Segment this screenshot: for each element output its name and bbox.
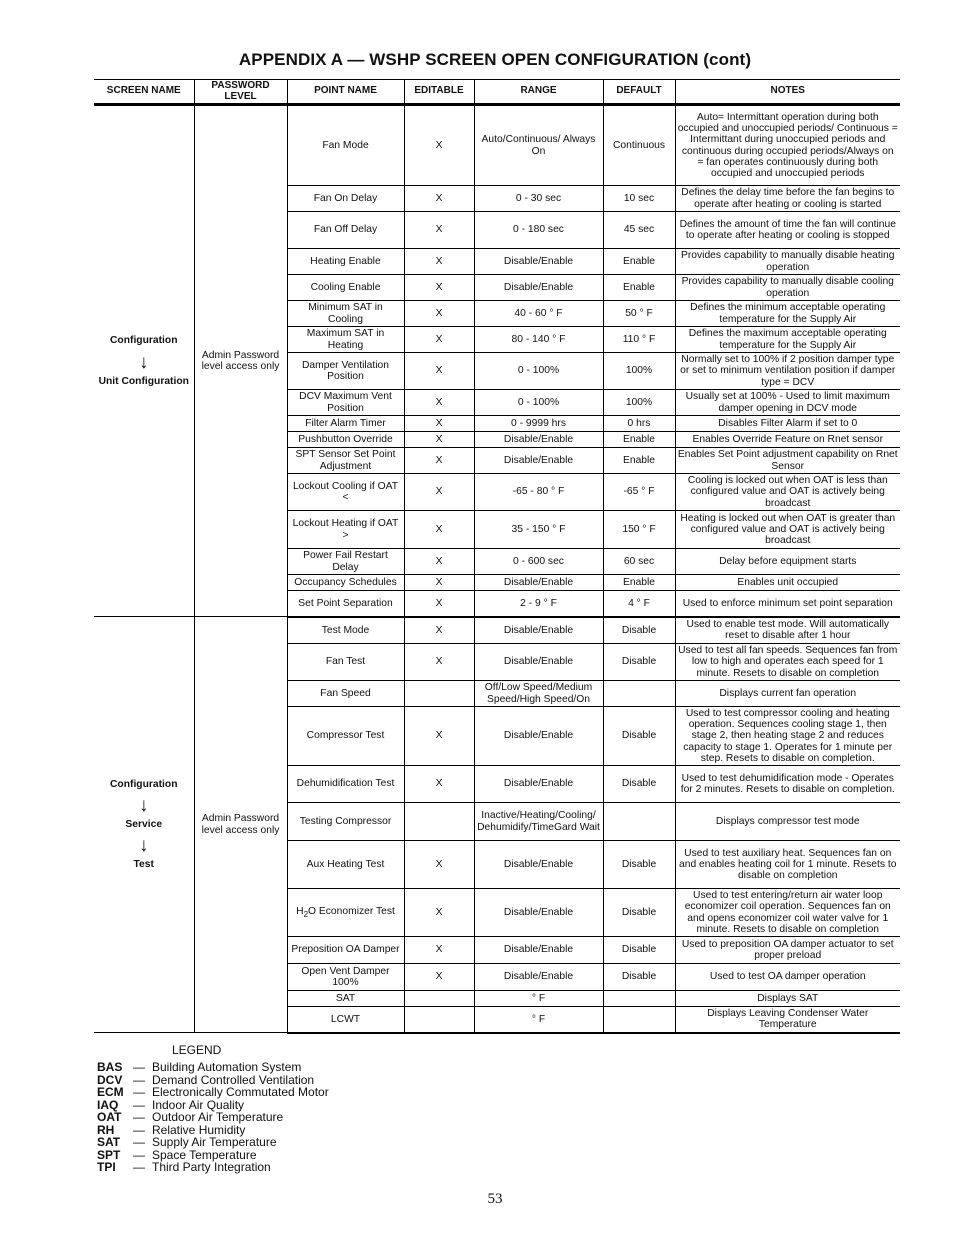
notes-cell: Defines the maximum acceptable operating temperature for the Supply Air: [675, 327, 900, 353]
down-arrow-icon: ↓: [139, 835, 149, 857]
legend-definition: Relative Humidity: [152, 1122, 246, 1137]
editable-cell: X: [404, 575, 474, 591]
range-cell: Disable/Enable: [474, 432, 603, 448]
editable-cell: X: [404, 889, 474, 937]
page-title: APPENDIX A — WSHP SCREEN OPEN CONFIGURATION (cont): [238, 50, 752, 69]
editable-cell: [404, 681, 474, 707]
down-arrow-icon: ↓: [139, 794, 149, 816]
default-cell: Disable: [603, 707, 675, 766]
password-level-cell: Admin Password level access only: [194, 105, 287, 617]
notes-cell: Displays current fan operation: [675, 681, 900, 707]
default-cell: Disable: [603, 644, 675, 681]
default-cell: 100%: [603, 390, 675, 416]
editable-cell: X: [404, 249, 474, 275]
range-cell: 0 - 100%: [474, 353, 603, 390]
notes-cell: Used to test all fan speeds. Sequences fan from low to high and operates each speed for 1 minute. Resets to disable on completion: [675, 644, 900, 681]
legend-title: LEGEND: [172, 1043, 222, 1057]
range-cell: Disable/Enable: [474, 448, 603, 474]
legend-abbreviation: RH: [97, 1122, 115, 1137]
legend-abbreviation: IAQ: [97, 1097, 119, 1112]
editable-cell: X: [404, 327, 474, 353]
notes-cell: Used to test compressor cooling and heating operation. Sequences cooling stage 1, then stage 2, then heating stage 2 and reduces capacity to stage 1. Operates for 1 minute per step. Resets to disable on completion.: [675, 707, 900, 766]
editable-cell: [404, 991, 474, 1007]
point-name-cell: Testing Compressor: [287, 803, 404, 841]
table-row: [94, 105, 900, 186]
point-name-cell: Fan Off Delay: [287, 212, 404, 249]
range-cell: Inactive/Heating/Cooling/ Dehumidify/TimeGard Wait: [474, 803, 603, 841]
range-cell: Auto/Continuous/ Always On: [474, 105, 603, 186]
notes-cell: Used to preposition OA damper actuator to set proper preload: [675, 937, 900, 964]
legend-abbreviation: TPI: [97, 1160, 116, 1174]
range-cell: 35 - 150 ° F: [474, 511, 603, 549]
notes-cell: Defines the minimum acceptable operating temperature for the Supply Air: [675, 301, 900, 327]
point-name-cell: Fan Mode: [287, 105, 404, 186]
point-name-cell: Fan On Delay: [287, 186, 404, 212]
down-arrow-icon: ↓: [139, 351, 149, 373]
editable-cell: X: [404, 416, 474, 432]
editable-cell: X: [404, 964, 474, 991]
point-name-cell: LCWT: [287, 1007, 404, 1033]
notes-cell: Displays Leaving Condenser Water Temperature: [675, 1007, 900, 1033]
column-header: DEFAULT: [603, 80, 675, 105]
default-cell: Disable: [603, 766, 675, 803]
default-cell: Enable: [603, 575, 675, 591]
column-header: RANGE: [474, 80, 603, 105]
range-cell: 0 - 100%: [474, 390, 603, 416]
editable-cell: X: [404, 275, 474, 301]
point-name-cell: Open Vent Damper 100%: [287, 964, 404, 991]
legend-definition: Building Automation System: [152, 1060, 302, 1074]
editable-cell: X: [404, 105, 474, 186]
point-name-cell: Lockout Cooling if OAT <: [287, 474, 404, 511]
screen-name-text: Configuration: [110, 335, 178, 347]
point-name-cell: Aux Heating Test: [287, 841, 404, 889]
editable-cell: X: [404, 617, 474, 644]
column-header: SCREEN NAME: [94, 80, 194, 105]
range-cell: ° F: [474, 991, 603, 1007]
screen-name-text: Configuration: [110, 778, 178, 790]
point-name-cell: Dehumidification Test: [287, 766, 404, 803]
default-cell: Disable: [603, 841, 675, 889]
default-cell: [603, 991, 675, 1007]
notes-cell: Provides capability to manually disable cooling operation: [675, 275, 900, 301]
notes-cell: Used to enable test mode. Will automatically reset to disable after 1 hour: [675, 617, 900, 644]
point-name-cell: Minimum SAT in Cooling: [287, 301, 404, 327]
range-cell: Disable/Enable: [474, 275, 603, 301]
range-cell: Disable/Enable: [474, 841, 603, 889]
editable-cell: X: [404, 448, 474, 474]
default-cell: 45 sec: [603, 212, 675, 249]
legend-dash: —: [133, 1097, 145, 1112]
configuration-table: [94, 79, 900, 1034]
range-cell: 0 - 9999 hrs: [474, 416, 603, 432]
point-name-cell: $H_2O$ Economizer Test: [287, 889, 404, 937]
range-cell: 0 - 600 sec: [474, 549, 603, 575]
notes-cell: Displays SAT: [675, 991, 900, 1007]
point-name-cell: DCV Maximum Vent Position: [287, 390, 404, 416]
point-name-cell: Damper Ventilation Position: [287, 353, 404, 390]
legend-dash: —: [133, 1160, 145, 1174]
default-cell: Disable: [603, 617, 675, 644]
editable-cell: X: [404, 549, 474, 575]
notes-cell: Disables Filter Alarm if set to 0: [675, 416, 900, 432]
notes-cell: Delay before equipment starts: [675, 549, 900, 575]
default-cell: [603, 1007, 675, 1033]
notes-cell: Used to enforce minimum set point separation: [675, 591, 900, 617]
table-row: [94, 617, 900, 644]
editable-cell: X: [404, 212, 474, 249]
editable-cell: X: [404, 432, 474, 448]
range-cell: Disable/Enable: [474, 249, 603, 275]
editable-cell: X: [404, 766, 474, 803]
editable-cell: X: [404, 591, 474, 617]
range-cell: 0 - 180 sec: [474, 212, 603, 249]
range-cell: Disable/Enable: [474, 964, 603, 991]
editable-cell: X: [404, 353, 474, 390]
screen-name-text: Service: [125, 818, 163, 830]
editable-cell: X: [404, 390, 474, 416]
range-cell: Disable/Enable: [474, 617, 603, 644]
editable-cell: X: [404, 301, 474, 327]
point-name-cell: Heating Enable: [287, 249, 404, 275]
legend-definition: Outdoor Air Temperature: [152, 1110, 284, 1124]
default-cell: 100%: [603, 353, 675, 390]
notes-cell: Used to test auxiliary heat. Sequences fan on and enables heating coil for 1 minute. Resets to disable on completion: [675, 841, 900, 889]
screen-name-text: Test: [133, 859, 154, 871]
default-cell: 150 ° F: [603, 511, 675, 549]
legend-abbreviation: SPT: [97, 1147, 121, 1162]
editable-cell: X: [404, 186, 474, 212]
default-cell: Disable: [603, 937, 675, 964]
default-cell: 10 sec: [603, 186, 675, 212]
notes-cell: Displays compressor test mode: [675, 803, 900, 841]
notes-cell: Enables unit occupied: [675, 575, 900, 591]
point-name-cell: SPT Sensor Set Point Adjustment: [287, 448, 404, 474]
default-cell: [603, 681, 675, 707]
page-number: 53: [487, 1191, 503, 1207]
notes-cell: Used to test entering/return air water loop economizer coil operation. Sequences fan on and opens economizer coil water valve for 1 minute. Resets to disable on completion: [675, 889, 900, 937]
point-name-cell: Preposition OA Damper: [287, 937, 404, 964]
default-cell: Enable: [603, 448, 675, 474]
point-name-cell: Power Fail Restart Delay: [287, 549, 404, 575]
column-header: PASSWORD LEVEL: [194, 80, 287, 105]
notes-cell: Enables Set Point adjustment capability on Rnet Sensor: [675, 448, 900, 474]
legend-abbreviation: SAT: [97, 1135, 121, 1149]
editable-cell: [404, 1007, 474, 1033]
legend-dash: —: [133, 1060, 145, 1074]
screen-name-cell: [94, 105, 194, 617]
editable-cell: X: [404, 841, 474, 889]
notes-cell: Used to test OA damper operation: [675, 964, 900, 991]
legend-dash: —: [133, 1135, 145, 1149]
legend-definition: Supply Air Temperature: [152, 1135, 277, 1149]
legend-dash: —: [133, 1072, 145, 1087]
notes-cell: Provides capability to manually disable heating operation: [675, 249, 900, 275]
notes-cell: Enables Override Feature on Rnet sensor: [675, 432, 900, 448]
table-header-row: [94, 80, 900, 105]
point-name-cell: Test Mode: [287, 617, 404, 644]
range-cell: Disable/Enable: [474, 707, 603, 766]
range-cell: 2 - 9 ° F: [474, 591, 603, 617]
editable-cell: X: [404, 644, 474, 681]
point-name-cell: Cooling Enable: [287, 275, 404, 301]
legend-abbreviation: ECM: [97, 1085, 124, 1099]
default-cell: 60 sec: [603, 549, 675, 575]
range-cell: Disable/Enable: [474, 937, 603, 964]
default-cell: 4 ° F: [603, 591, 675, 617]
notes-cell: Defines the delay time before the fan begins to operate after heating or cooling is started: [675, 186, 900, 212]
range-cell: 0 - 30 sec: [474, 186, 603, 212]
legend-dash: —: [133, 1110, 145, 1124]
point-name-cell: Compressor Test: [287, 707, 404, 766]
default-cell: [603, 803, 675, 841]
editable-cell: X: [404, 511, 474, 549]
default-cell: Disable: [603, 964, 675, 991]
default-cell: -65 ° F: [603, 474, 675, 511]
point-name-cell: Lockout Heating if OAT >: [287, 511, 404, 549]
range-cell: 80 - 140 ° F: [474, 327, 603, 353]
legend-dash: —: [133, 1147, 145, 1162]
point-name-cell: Fan Test: [287, 644, 404, 681]
notes-cell: Heating is locked out when OAT is greater than configured value and OAT is actively being broadcast: [675, 511, 900, 549]
notes-cell: Auto= Intermittant operation during both occupied and unoccupied periods/ Continuous = Intermittant during unoccupied periods and continuous during occupied periods/Always on = fan operates continuously during both occupied and unoccupied periods: [675, 105, 900, 186]
default-cell: Enable: [603, 432, 675, 448]
range-cell: -65 - 80 ° F: [474, 474, 603, 511]
notes-cell: Used to test dehumidification mode - Operates for 2 minutes. Resets to disable on completion.: [675, 766, 900, 803]
column-header: NOTES: [675, 80, 900, 105]
column-header: POINT NAME: [287, 80, 404, 105]
range-cell: ° F: [474, 1007, 603, 1033]
table-body: [94, 105, 900, 1033]
default-cell: 0 hrs: [603, 416, 675, 432]
legend-definition: Demand Controlled Ventilation: [152, 1072, 315, 1087]
legend-dash: —: [133, 1085, 145, 1099]
range-cell: Disable/Enable: [474, 766, 603, 803]
legend-definition: Electronically Commutated Motor: [152, 1085, 329, 1099]
point-name-cell: Filter Alarm Timer: [287, 416, 404, 432]
point-name-cell: Set Point Separation: [287, 591, 404, 617]
screen-name-cell: [94, 617, 194, 1033]
notes-cell: Normally set to 100% if 2 position damper type or set to minimum ventilation position if damper type = DCV: [675, 353, 900, 390]
point-name-cell: Fan Speed: [287, 681, 404, 707]
default-cell: 110 ° F: [603, 327, 675, 353]
legend-dash: —: [133, 1122, 145, 1137]
legend-definition: Indoor Air Quality: [152, 1097, 245, 1112]
legend-definition: Space Temperature: [152, 1147, 257, 1162]
legend-abbreviation: BAS: [97, 1060, 123, 1074]
range-cell: Disable/Enable: [474, 575, 603, 591]
default-cell: 50 ° F: [603, 301, 675, 327]
legend-abbreviation: DCV: [97, 1072, 123, 1087]
password-level-cell: Admin Password level access only: [194, 617, 287, 1033]
point-name-cell: SAT: [287, 991, 404, 1007]
point-name-cell: Occupancy Schedules: [287, 575, 404, 591]
range-cell: Disable/Enable: [474, 644, 603, 681]
legend-item: [97, 1161, 329, 1174]
editable-cell: X: [404, 937, 474, 964]
default-cell: Enable: [603, 275, 675, 301]
screen-name-text: Unit Configuration: [98, 375, 189, 387]
notes-cell: Usually set at 100% - Used to limit maximum damper opening in DCV mode: [675, 390, 900, 416]
editable-cell: [404, 803, 474, 841]
column-header: EDITABLE: [404, 80, 474, 105]
legend-abbreviation: OAT: [97, 1110, 122, 1124]
legend-definition: Third Party Integration: [152, 1160, 271, 1174]
default-cell: Enable: [603, 249, 675, 275]
range-cell: Disable/Enable: [474, 889, 603, 937]
range-cell: Off/Low Speed/Medium Speed/High Speed/On: [474, 681, 603, 707]
legend: [97, 1061, 329, 1174]
range-cell: 40 - 60 ° F: [474, 301, 603, 327]
default-cell: Disable: [603, 889, 675, 937]
notes-cell: Cooling is locked out when OAT is less than configured value and OAT is actively being broadcast: [675, 474, 900, 511]
editable-cell: X: [404, 707, 474, 766]
point-name-cell: Maximum SAT in Heating: [287, 327, 404, 353]
point-name-cell: Pushbutton Override: [287, 432, 404, 448]
editable-cell: X: [404, 474, 474, 511]
default-cell: Continuous: [603, 105, 675, 186]
notes-cell: Defines the amount of time the fan will continue to operate after heating or cooling is stopped: [675, 212, 900, 249]
